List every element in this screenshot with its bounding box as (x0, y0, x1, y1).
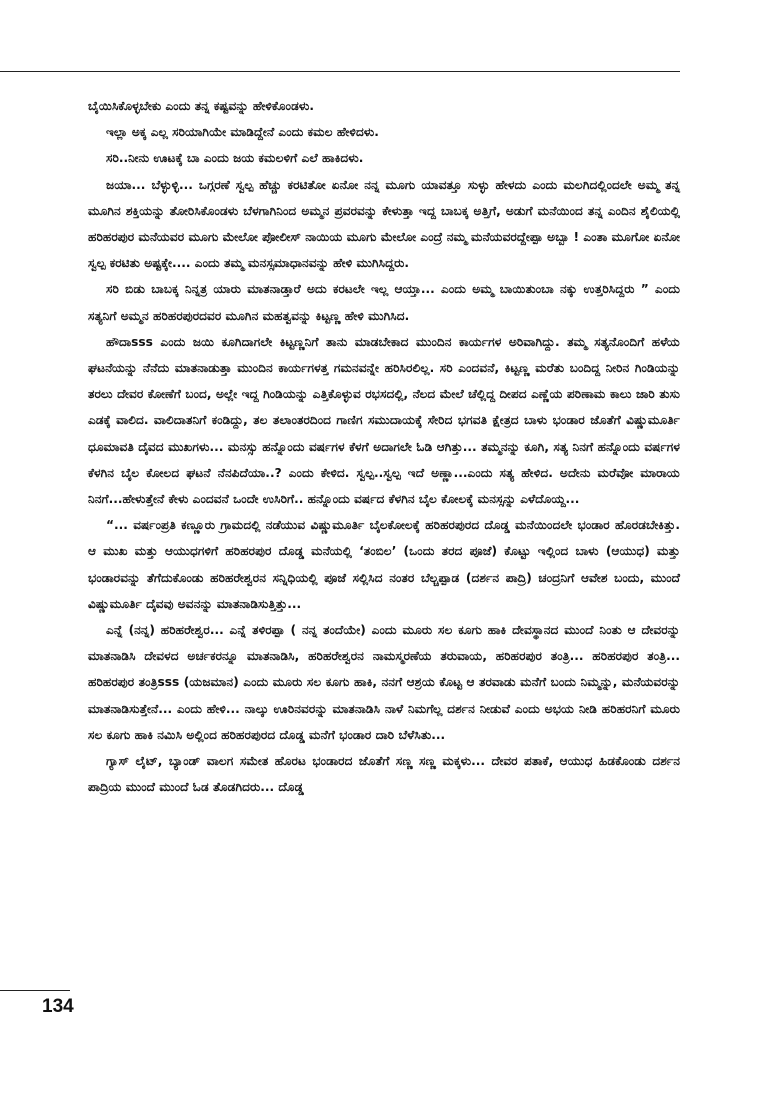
paragraph: ಸರಿ ಬಿಡು ಬಾಬಕ್ಕ ನಿನ್ನತ್ರ ಯಾರು ಮಾತನಾಡ್ತಾರೆ ಅದು ಕರಟಲೇ ಇಲ್ಲ ಆಯ್ತಾ... ಎಂದು ಅಮ್ಮ ಬಾಯಿತುಂಬಾ ನಕ್ಕು ಉತ್ತರಿಸಿದ್ದರು ” ಎಂದು ಸತ್ಯನಿಗೆ ಅಮ್ಮನ ಹರಿಹರಪುರದವರ ಮೂಗಿನ ಮಹತ್ವವನ್ನು ಕಿಟ್ಟಣ್ಣ ಹೇಳಿ ಮುಗಿಸಿದ. (88, 282, 680, 323)
paragraph: ಗ್ಯಾಸ್ ಲೈಟ್, ಬ್ಯಾಂಡ್ ವಾಲಗ ಸಮೇತ ಹೊರಟ ಭಂಡಾರದ ಜೊತೆಗೆ ಸಣ್ಣ ಸಣ್ಣ ಮಕ್ಕಳು... ದೇವರ ಪತಾಕೆ, ಆಯುಧ ಹಿಡಕೊಂಡು ದರ್ಶನ ಪಾದ್ರಿಯ ಮುಂದೆ ಮುಂದೆ ಓಡ ತೊಡಗಿದರು... ದೊಡ್ಡ (88, 754, 680, 795)
body-text (88, 93, 680, 800)
paragraph: ಇಲ್ಲಾ ಅಕ್ಕ ಎಲ್ಲ ಸರಿಯಾಗಿಯೇ ಮಾಡಿದ್ದೇನೆ ಎಂದು ಕಮಲ ಹೇಳಿದಳು. (106, 125, 379, 140)
paragraph: ಜಯಾ... ಬೆಳ್ಳುಳ್ಳಿ... ಒಗ್ಗರಣೆ ಸ್ವಲ್ಪ ಹೆಚ್ಚು ಕರಟಿತೋ ಏನೋ ನನ್ನ ಮೂಗು ಯಾವತ್ತೂ ಸುಳ್ಳು ಹೇಳದು ಎಂದು ಮಲಗಿದಲ್ಲಿಂದಲೇ ಅಮ್ಮ ತನ್ನ ಮೂಗಿನ ಶಕ್ತಿಯನ್ನು ತೋರಿಸಿಕೊಂಡಳು ಬೆಳಗಾಗಿನಿಂದ ಅಮ್ಮನ ಪ್ರವರವನ್ನು ಕೇಳುತ್ತಾ ಇದ್ದ ಬಾಬಕ್ಕ ಅತ್ತಿಗೆ, ಅಡುಗೆ ಮನೆಯಿಂದ ತನ್ನ ಎಂದಿನ ಶೈಲಿಯಲ್ಲಿ ಹರಿಹರಪುರ ಮನೆಯವರ ಮೂಗು ಮೇಲೋ ಪೋಲೀಸ್ ನಾಯಿಯ ಮೂಗು ಮೇಲೋ ಎಂದ್ರೆ ನಮ್ಮ ಮನೆಯವರದ್ದೇಪ್ಪಾ ಅಬ್ಬಾ ! ಎಂತಾ ಮೂಗೋ ಏನೋ ಸ್ವಲ್ಪ ಕರಟಿತು ಅಷ್ಟಕ್ಕೇ.... ಎಂದು ತಮ್ಮ ಮನಸ್ಸಮಾಧಾನವನ್ನು ಹೇಳಿ ಮುಗಿಸಿದ್ದರು. (88, 177, 680, 271)
paragraph: ಬೈಯಿಸಿಕೊಳ್ಳಬೇಕು ಎಂದು ತನ್ನ ಕಷ್ಟವನ್ನು ಹೇಳಿಕೊಂಡಳು. (88, 99, 314, 113)
paragraph: ಎನ್ನೆ (ನನ್ನ) ಹರಿಹರೇಶ್ವರ... ಎನ್ನೆ ತಳಿರಪ್ಪಾ ( ನನ್ನ ತಂದೆಯೇ) ಎಂದು ಮೂರು ಸಲ ಕೂಗು ಹಾಕಿ ದೇವಸ್ಥಾನದ ಮುಂದೆ ನಿಂತು ಆ ದೇವರನ್ನು ಮಾತನಾಡಿಸಿ ದೇವಳದ ಅರ್ಚಕರನ್ನೂ ಮಾತನಾಡಿಸಿ, ಹರಿಹರೇಶ್ವರನ ನಾಮಸ್ಮರಣೆಯ ತರುವಾಯ, ಹರಿಹರಪುರ ತಂತ್ರಿ... ಹರಿಹರಪುರ ತಂತ್ರಿ... ಹರಿಹರಪುರ ತಂತ್ರಿsss (ಯಜಮಾನ) ಎಂದು ಮೂರು ಸಲ ಕೂಗು ಹಾಕಿ, ನನಗೆ ಆಶ್ರಯ ಕೊಟ್ಟ ಆ ತರವಾಡು ಮನೆಗೆ ಬಂದು ನಿಮ್ಮನ್ನು, ಮನೆಯವರನ್ನು ಮಾತನಾಡಿಸುತ್ತೇನೆ... ಎಂದು ಹೇಳಿ... ನಾಲ್ಕು ಊರಿನವರನ್ನು ಮಾತನಾಡಿಸಿ ನಾಳೆ ನಿಮಗೆಲ್ಲ ದರ್ಶನ ನೀಡುವೆ ಎಂದು ಅಭಯ ನೀಡಿ ಹರಿಹರನಿಗೆ ಮೂರು ಸಲ ಕೂಗು ಹಾಕಿ ನಮಿಸಿ ಅಲ್ಲಿಂದ ಹರಿಹರಪುರದ ದೊಡ್ಡ ಮನೆಗೆ ಭಂಡಾರ ದಾರಿ ಬೆಳೆಸಿತು... (88, 623, 680, 742)
paragraph: ಹೌದಾsss ಎಂದು ಜಯಿ ಕೂಗಿದಾಗಲೇ ಕಿಟ್ಟಣ್ಣನಿಗೆ ತಾನು ಮಾಡಬೇಕಾದ ಮುಂದಿನ ಕಾರ್ಯಗಳ ಅರಿವಾಗಿದ್ದು. ತಮ್ಮ ಸತ್ಯನೊಂದಿಗೆ ಹಳೆಯ ಘಟನೆಯನ್ನು ನೆನೆದು ಮಾತನಾಡುತ್ತಾ ಮುಂದಿನ ಕಾರ್ಯಗಳತ್ತ ಗಮನವನ್ನೇ ಹರಿಸಿರಲಿಲ್ಲ. ಸರಿ ಎಂದವನೆ, ಕಿಟ್ಟಣ್ಣ ಮರೆತು ಬಂದಿದ್ದ ನೀರಿನ ಗಿಂಡಿಯನ್ನು ತರಲು ದೇವರ ಕೋಣೆಗೆ ಬಂದ, ಅಲ್ಲೇ ಇದ್ದ ಗಿಂಡಿಯನ್ನು ಎತ್ತಿಕೊಳ್ಳುವ ರಭಸದಲ್ಲಿ, ನೆಲದ ಮೇಲೆ ಚೆಲ್ಲಿದ್ದ ದೀಪದ ಎಣ್ಣೆಯ ಪರಿಣಾಮ ಕಾಲು ಜಾರಿ ತುಸು ಎಡಕ್ಕೆ ವಾಲಿದ. ವಾಲಿದಾತನಿಗೆ ಕಂಡಿದ್ದು, ತಲ ತಲಾಂತರದಿಂದ ಗಾಣಿಗ ಸಮುದಾಯಕ್ಕೆ ಸೇರಿದ ಭಗವತಿ ಕ್ಷೇತ್ರದ ಬಾಳು ಭಂಡಾರ ಜೊತೆಗೆ ವಿಷ್ಣುಮೂರ್ತಿ ಧೂಮಾವತಿ ದೈವದ ಮುಖಗಳು... ಮನಸ್ಸು ಹನ್ನೊಂದು ವರ್ಷಗಳ ಕೆಳಗೆ ಅದಾಗಲೇ ಓಡಿ ಆಗಿತ್ತು... ತಮ್ಮನನ್ನು ಕೂಗಿ, ಸತ್ಯ ನಿನಗೆ ಹನ್ನೊಂದು ವರ್ಷಗಳ ಕೆಳಗಿನ ಬೈಲ ಕೋಲದ ಘಟನೆ ನೆನಪಿದೆಯಾ..? ಎಂದು ಕೇಳಿದ. ಸ್ವಲ್ಪ..ಸ್ವಲ್ಪ ಇದೆ ಅಣ್ಣಾ...ಎಂದು ಸತ್ಯ ಹೇಳಿದ. ಅದೇನು ಮರೆವೋ ಮಾರಾಯ ನಿನಗೆ...ಹೇಳುತ್ತೇನೆ ಕೇಳು ಎಂದವನೆ ಒಂದೇ ಉಸಿರಿಗೆ.. ಹನ್ನೊಂದು ವರ್ಷದ ಕೆಳಗಿನ ಬೈಲ ಕೋಲಕ್ಕೆ ಮನಸ್ಸನ್ನು ಎಳೆದೊಯ್ದ... (88, 334, 680, 507)
paragraph: “... ವರ್ಷಂಪ್ರತಿ ಕಣ್ಣೂರು ಗ್ರಾಮದಲ್ಲಿ ನಡೆಯುವ ವಿಷ್ಣುಮೂರ್ತಿ ಬೈಲಕೋಲಕ್ಕೆ ಹರಿಹರಪುರದ ದೊಡ್ಡ ಮನೆಯಿಂದಲೇ ಭಂಡಾರ ಹೊರಡಬೇಕಿತ್ತು. ಆ ಮುಖ ಮತ್ತು ಆಯುಧಗಳಿಗೆ ಹರಿಹರಪುರ ದೊಡ್ಡ ಮನೆಯಲ್ಲಿ ‘ತಂಬಿಲ’ (ಒಂದು ತರದ ಪೂಜೆ) ಕೊಟ್ಟು ಇಲ್ಲಿಂದ ಬಾಳು (ಆಯುಧ) ಮತ್ತು ಭಂಡಾರವನ್ನು ತೆಗೆದುಕೊಂಡು ಹರಿಹರೇಶ್ವರನ ಸನ್ನಿಧಿಯಲ್ಲಿ ಪೂಜೆ ಸಲ್ಲಿಸಿದ ನಂತರ ಬೆಲ್ಚಪ್ಪಾಡ (ದರ್ಶನ ಪಾದ್ರಿ) ಚಂದ್ರನಿಗೆ ಆವೇಶ ಬಂದು, ಮುಂದೆ ವಿಷ್ಣುಮೂರ್ತಿ ದೈವವು ಅವನನ್ನು ಮಾತನಾಡಿಸುತ್ತಿತ್ತು... (88, 518, 680, 611)
paragraph: ಸರಿ..ನೀನು ಊಟಕ್ಕೆ ಬಾ ಎಂದು ಜಯ ಕಮಲಳಿಗೆ ಎಲೆ ಹಾಕಿದಳು. (106, 151, 364, 166)
footer-rule (0, 990, 70, 991)
header-rule (0, 71, 680, 72)
page-number: 134 (42, 996, 74, 1017)
